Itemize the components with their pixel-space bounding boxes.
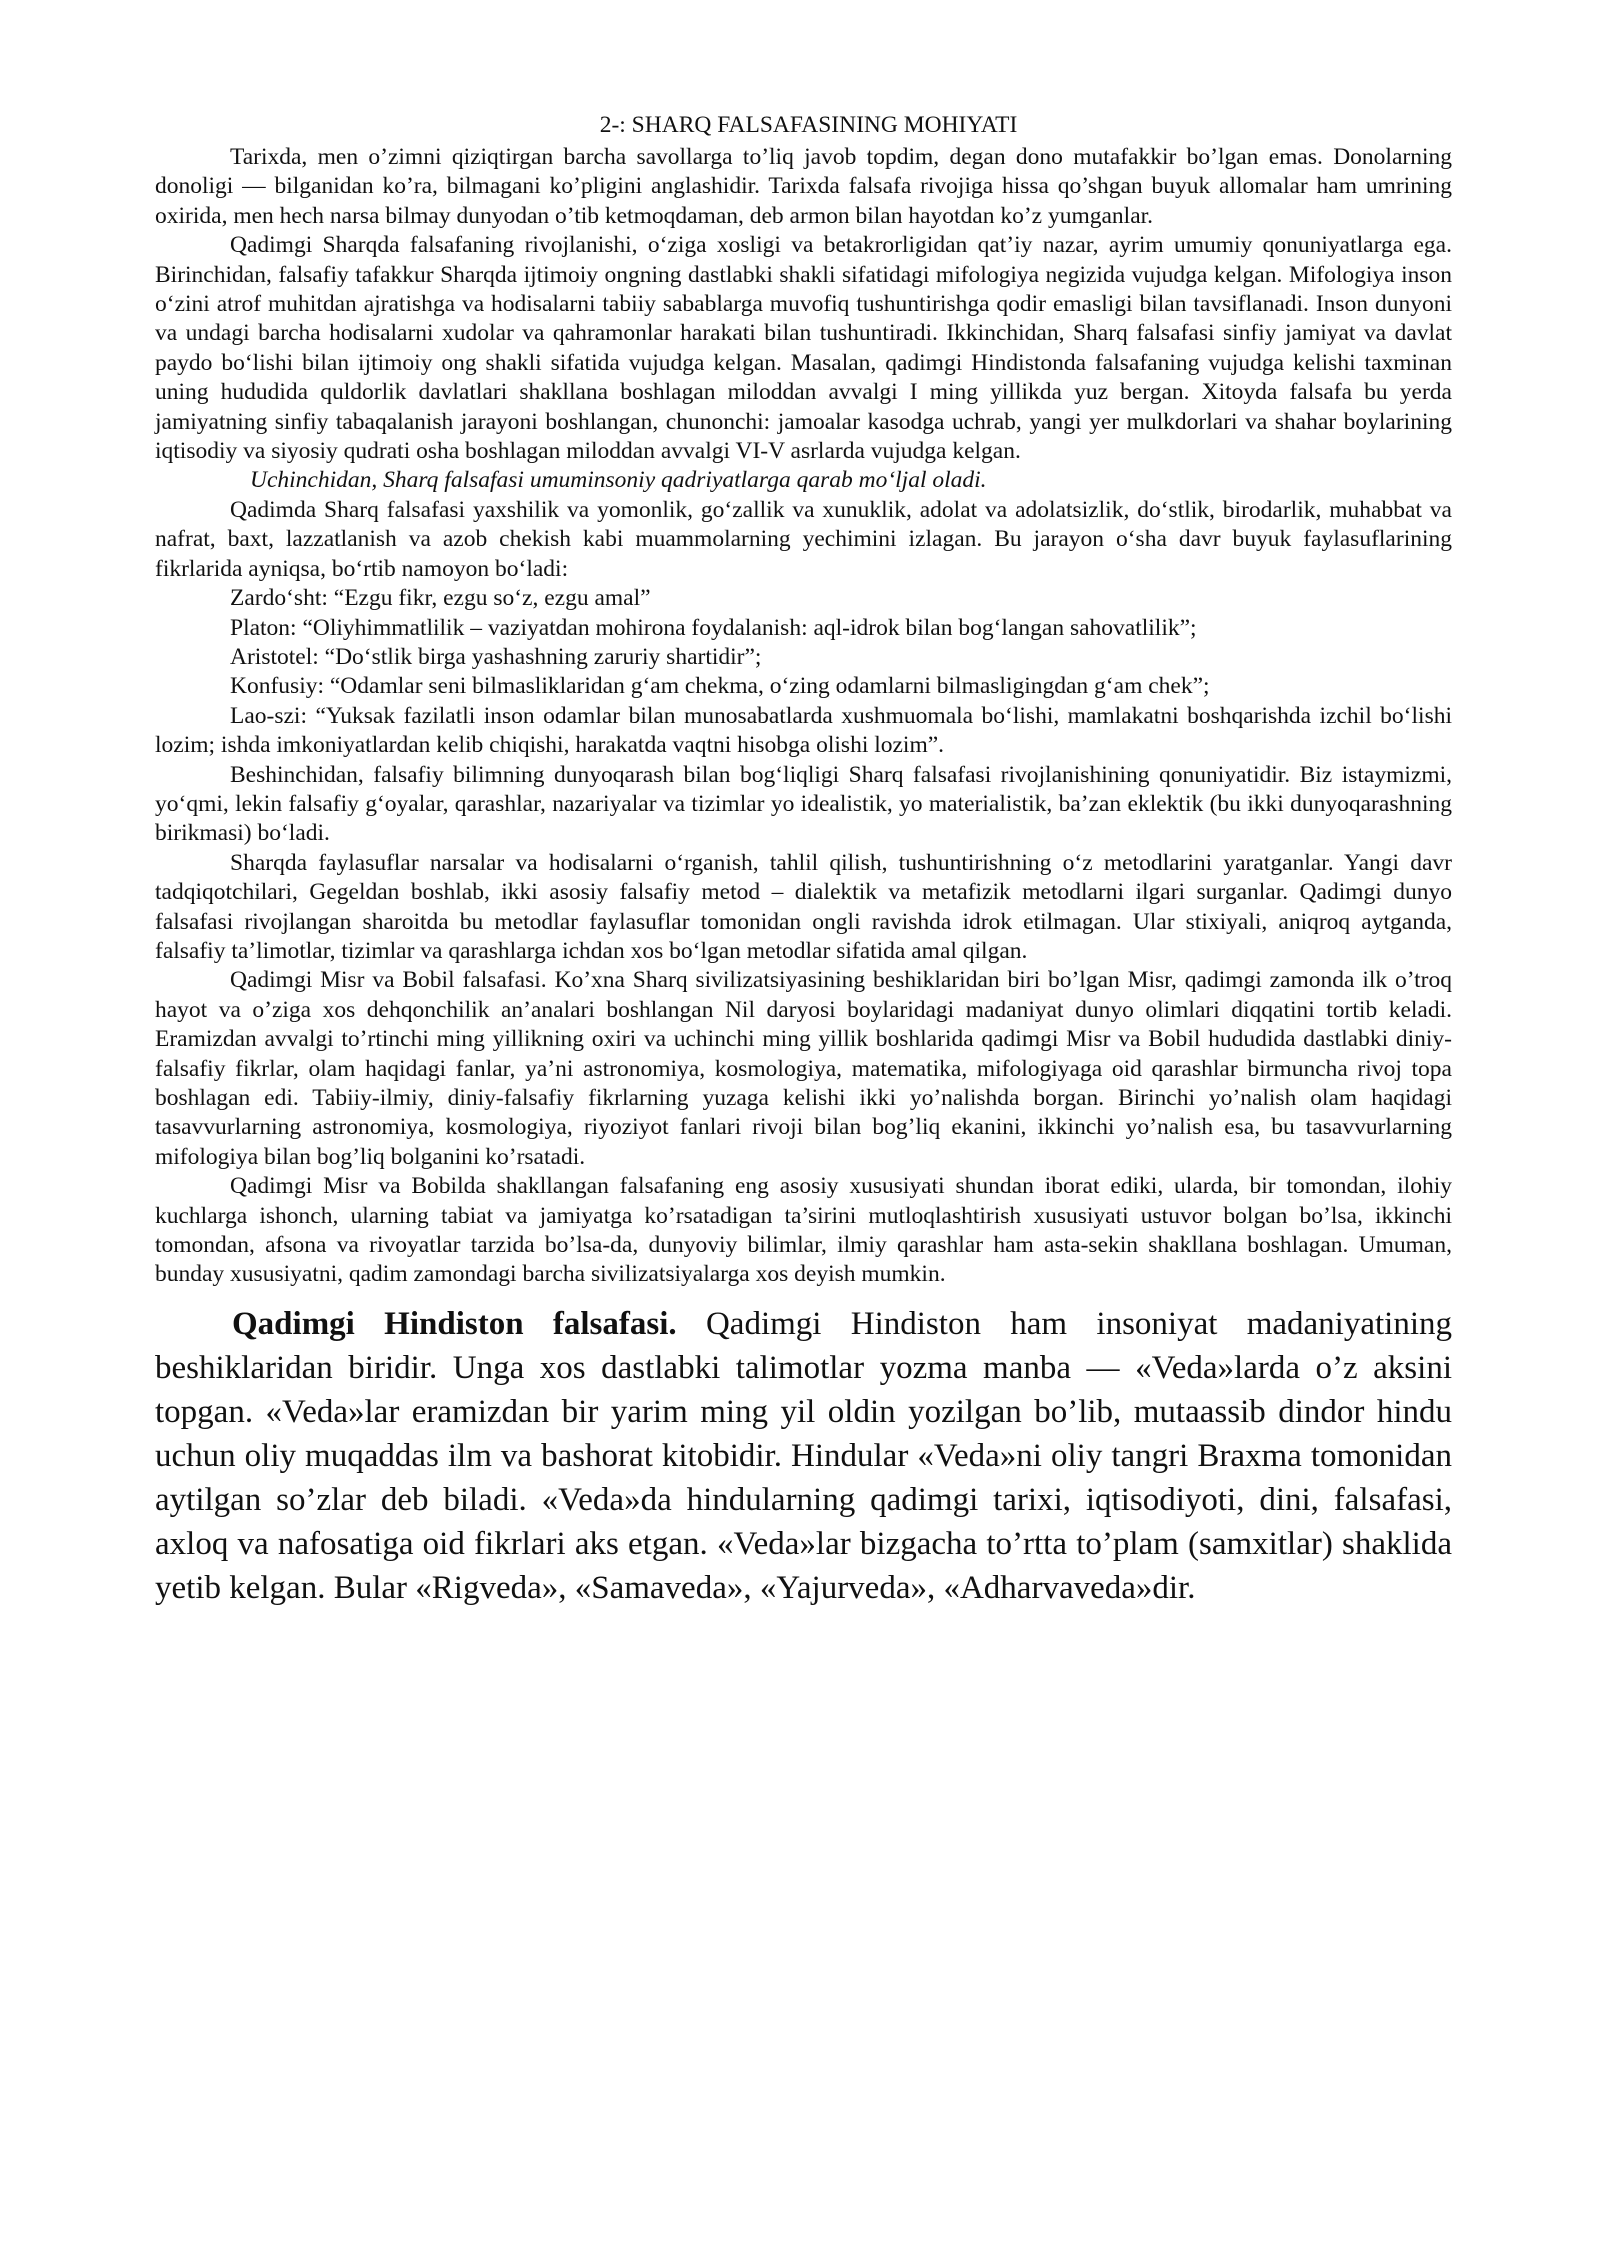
paragraph-values: Qadimda Sharq falsafasi yaxshilik va yomonlik, go‘zallik va xunuklik, adolat va adolatsizlik, do‘stlik, birodarlik, muhabbat va nafrat, baxt, lazzatlanish va azob chekish kabi muammolarning yechimini izlagan. Bu jarayon o‘sha davr buyuk faylasuflarining fikrlarida ayniqsa, bo‘rtib namoyon bo‘ladi: <box>155 496 1452 582</box>
paragraph-worldview: Beshinchidan, falsafiy bilimning dunyoqarash bilan bog‘liqligi Sharq falsafasi rivojlanishining qonuniyatidir. Biz istaymizmi, yo‘qmi, lekin falsafiy g‘oyalar, qarashlar, nazariyalar va tizimlar yo idealistik, yo materialistik, ba’zan eklektik (bu ikki dunyoqarashning birikmasi) bo‘ladi. <box>155 761 1452 847</box>
paragraph-egypt-babylon-features: Qadimgi Misr va Bobilda shakllangan falsafaning eng asosiy xususiyati shundan iborat ediki, ularda, bir tomondan, ilohiy kuchlarga ishonch, ularning tabiat va jamiyatga ko’rsatadigan ta’sirini mutloqlashtirish xususiyati ustuvor bolgan bo’lsa, ikkinchi tomondan, afsona va rivoyatlar tarzida bo’lsa-da, dunyoviy bilimlar, ilmiy qarashlar ham asta-sekin shakllana boshlagan. Umuman, bunday xususiyatni, qadim zamondagi barcha sivilizatsiyalarga xos deyish mumkin. <box>155 1173 1452 1288</box>
quote-plato: Platon: “Oliyhimmatlilik – vaziyatdan mohirona foydalanish: aql-idrok bilan bog‘langan sahovatlilik”; <box>230 614 1197 641</box>
page-title: 2-: SHARQ FALSAFASINING MOHIYATI <box>599 112 1018 138</box>
body-text <box>155 143 1452 1290</box>
quote-laozi: Lao-szi: “Yuksak fazilatli inson odamlar bilan munosabatlarda xushmuomala bo‘lishi, mamlakatni boshqarishda izchil bo‘lishi lozim; ishda imkoniyatlardan kelib chiqishi, harakatda vaqtni hisobga olishi lozim”. <box>155 702 1452 759</box>
paragraph-intro: Tarixda, men o’zimni qiziqtirgan barcha savollarga to’liq javob topdim, degan dono mutafakkir bo’lgan emas. Donolarning donoligi — bilganidan ko’ra, bilmagani ko’pligini anglashidir. Tarixda falsafa rivojiga hissa qo’shgan buyuk allomalar ham umrining oxirida, men hech narsa bilmay dunyodan o’tib ketmoqdaman, deb armon bilan hayotdan ko’z yumganlar. <box>155 144 1452 229</box>
quote-zoroaster: Zardo‘sht: “Ezgu fikr, ezgu so‘z, ezgu amal” <box>230 585 651 612</box>
quote-confucius: Konfusiy: “Odamlar seni bilmasliklaridan g‘am chekma, o‘zing odamlarni bilmasligingdan g‘am chek”; <box>230 673 1210 700</box>
india-heading: Qadimgi Hindiston falsafasi. <box>232 1305 677 1342</box>
paragraph-india <box>155 1302 1452 1610</box>
paragraph-egypt-babylon: Qadimgi Misr va Bobil falsafasi. Ko’xna Sharq sivilizatsiyasining beshiklaridan biri bo’lgan Misr, qadimgi zamonda ilk o’troq hayot va o’ziga xos dehqonchilik an’analari boshlangan Nil daryosi boylaridagi madaniyat dunyo olimlari diqqatini tortib keladi. Eramizdan avvalgi to’rtinchi ming yillikning oxiri va uchinchi ming yillik boshlarida qadimgi Misr va Bobil hududida dastlabki diniy-falsafiy fikrlar, olam haqidagi fanlar, ya’ni astronomiya, kosmologiya, matematika, mifologiyaga oid qarashlar birmuncha rivoj topa boshlagan edi. Tabiiy-ilmiy, diniy-falsafiy fikrlarning yuzaga kelishi ikki yo’nalishda borgan. Birinchi yo’nalish olam haqidagi tasavvurlarning astronomiya, kosmologiya, riyoziyot fanlari rivoji bilan bog’liq ekanini, ikkinchi yo’nalish esa, bu tasavvurlarning mifologiya bilan bog’liq bolganini ko’rsatadi. <box>155 967 1452 1170</box>
paragraph-third-point: Uchinchidan, Sharq falsafasi umuminsoniy qadriyatlarga qarab mo‘ljal oladi. <box>250 467 987 494</box>
paragraph-regularities: Qadimgi Sharqda falsafaning rivojlanishi, o‘ziga xosligi va betakrorligidan qat’iy nazar, ayrim umumiy qonuniyatlarga ega. Birinchidan, falsafiy tafakkur Sharqda ijtimoiy ongning dastlabki shakli sifatidagi mifologiya negizida vujudga kelgan. Mifologiya inson o‘zini atrof muhitdan ajratishga va hodisalarni tabiiy sabablarga muvofiq tushuntirishga qodir emasligi bilan tavsiflanadi. Inson dunyoni va undagi barcha hodisalarni xudolar va qahramonlar harakati bilan tushuntiradi. Ikkinchidan, Sharq falsafasi sinfiy jamiyat va davlat paydo bo‘lishi bilan ijtimoiy ong shakli sifatida vujudga kelgan. Masalan, qadimgi Hindistonda falsafaning vujudga kelishi taxminan uning hududida quldorlik davlatlari shakllana boshlagan miloddan avvalgi I ming yillikda yuz bergan. Xitoyda falsafa bu yerda jamiyatning sinfiy tabaqalanish jarayoni boshlangan, chunonchi: jamoalar kasodga uchrab, yangi yer mulkdorlari va shahar boylarining iqtisodiy va siyosiy qudrati osha boshlagan miloddan avvalgi VI-V asrlarda vujudga kelgan. <box>155 232 1452 465</box>
paragraph-methods: Sharqda faylasuflar narsalar va hodisalarni o‘rganish, tahlil qilish, tushuntirishning o‘z metodlarini yaratganlar. Yangi davr tadqiqotchilari, Gegeldan boshlab, ikki asosiy falsafiy metod – dialektik va metafizik metodlarni ilgari surganlar. Qadimgi dunyo falsafasi rivojlangan sharoitda bu metodlar faylasuflar tomonidan ongli ravishda idrok etilmagan. Ular stixiyali, aniqroq aytganda, falsafiy ta’limotlar, tizimlar va qarashlarga ichdan xos bo‘lgan metodlar sifatida amal qilgan. <box>155 849 1452 964</box>
india-text: Qadimgi Hindiston ham insoniyat madaniyatining beshiklaridan biridir. Unga xos dastlabki talimotlar yozma manba — «Veda»larda o’z aksini topgan. «Veda»lar eramizdan bir yarim ming yil oldin yozilgan bo’lib, mutaassib dindor hindu uchun oliy muqaddas ilm va bashorat kitobidir. Hindular «Veda»ni oliy tangri Braxma tomonidan aytilgan so’zlar deb biladi. «Veda»da hindularning qadimgi tarixi, iqtisodiyoti, dini, falsafasi, axloq va nafosatiga oid fikrlari aks etgan. «Veda»lar bizgacha to’rtta to’plam (samxitlar) shaklida yetib kelgan. Bular «Rigveda», «Samaveda», «Yajurveda», «Adharvaveda»dir. <box>155 1305 1452 1606</box>
quote-aristotle: Aristotel: “Do‘stlik birga yashashning zaruriy shartidir”; <box>230 643 762 670</box>
india-section <box>155 1302 1452 1610</box>
